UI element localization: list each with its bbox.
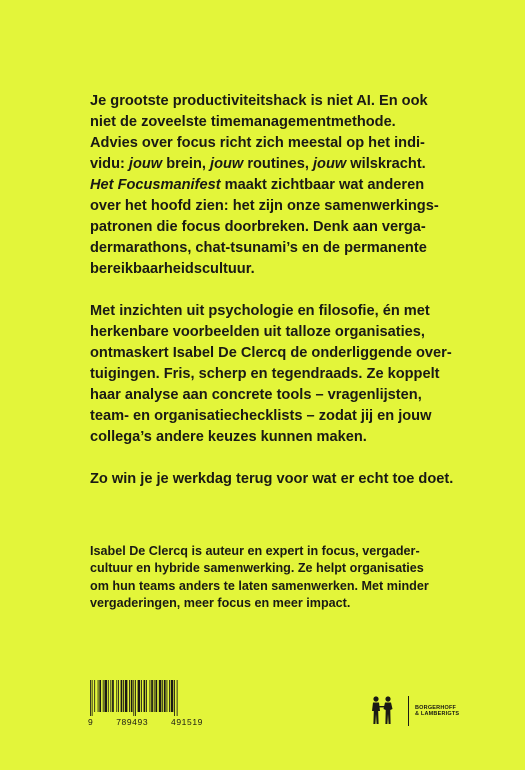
barcode-bar xyxy=(133,680,134,716)
blurb-tagline xyxy=(90,469,500,490)
emphasis-text: jouw xyxy=(210,156,244,172)
text-run: Advies over focus richt zich meestal op het indi- xyxy=(90,135,425,151)
blurb-line xyxy=(90,154,500,175)
bio-line: vergaderingen, meer focus en meer impact. xyxy=(90,596,351,611)
blurb-line xyxy=(90,133,500,154)
barcode-bar xyxy=(99,680,101,712)
barcode-bar xyxy=(151,680,153,712)
text-run: maakt zichtbaar wat anderen xyxy=(220,177,425,193)
emphasis-text: jouw xyxy=(128,156,163,172)
barcode-bar xyxy=(116,680,117,712)
blurb-line: collega’s andere keuzes kunnen maken. xyxy=(90,429,367,445)
barcode-bar xyxy=(138,680,141,712)
isbn-digit-group-1: 9 xyxy=(88,717,94,727)
two-figures-icon xyxy=(366,694,400,728)
blurb-line xyxy=(90,217,500,238)
blurb-line xyxy=(90,196,500,217)
text-run: niet de zoveelste timemanagementmethode. xyxy=(90,114,396,130)
blurb-line: herkenbare voorbeelden uit talloze organisaties, xyxy=(90,324,425,340)
publisher-logo xyxy=(366,694,459,728)
barcode-bar xyxy=(164,680,166,712)
barcode-bar xyxy=(167,680,168,712)
barcode-bar xyxy=(174,680,175,716)
blurb-line: ontmaskert Isabel De Clercq de onderliggende over- xyxy=(90,345,452,361)
barcode-bar xyxy=(150,680,151,712)
text-run: dermarathons, chat-tsunami’s en de permanente xyxy=(90,240,427,256)
blurb-paragraph-1 xyxy=(90,91,500,280)
publisher-name-line-2: & LAMBERIGTS xyxy=(415,711,460,717)
blurb-line: Met inzichten uit psychologie en filosofie, én met xyxy=(90,303,430,319)
barcode-bar xyxy=(169,680,170,712)
barcode-bar xyxy=(123,680,124,712)
bio-line: cultuur en hybride samenwerking. Ze helpt organisaties xyxy=(90,561,424,576)
barcode-bar xyxy=(177,680,178,716)
publisher-name-line-1: BORGERHOFF xyxy=(415,704,457,711)
barcode-bar xyxy=(112,680,114,712)
text-run: over het hoofd zien: het zijn onze samenwerkings- xyxy=(90,198,439,214)
blurb-line: tuigingen. Fris, scherp en tegendraads. Ze koppelt xyxy=(90,366,440,382)
barcode-bar xyxy=(131,680,133,712)
barcode-bar xyxy=(118,680,119,712)
barcode-bar xyxy=(103,680,104,712)
barcode-bar xyxy=(108,680,109,712)
emphasis-text: Het Focusmanifest xyxy=(90,177,221,193)
barcode-bar xyxy=(155,680,157,712)
tagline-text: Zo win je je werkdag terug voor wat er echt toe doet. xyxy=(90,471,454,487)
barcode-bar xyxy=(162,680,163,712)
author-bio xyxy=(90,543,500,613)
barcode-bar xyxy=(94,680,95,712)
blurb-line xyxy=(90,259,500,280)
text-run: routines, xyxy=(243,156,313,172)
barcode-bar xyxy=(146,680,147,712)
isbn-digits xyxy=(88,717,203,727)
blurb-line: haar analyse aan concrete tools – vragenlijsten, xyxy=(90,387,422,403)
blurb-paragraph-2 xyxy=(90,301,500,448)
barcode-bar xyxy=(104,680,107,712)
blurb-line xyxy=(90,238,500,259)
text-run: patronen die focus doorbreken. Denk aan verga- xyxy=(90,219,426,235)
isbn-digit-group-2: 789493 xyxy=(116,717,149,727)
emphasis-text: jouw xyxy=(313,156,347,172)
text-run: bereikbaarheidscultuur. xyxy=(90,261,255,277)
barcode-bar xyxy=(135,680,136,716)
barcode-bar xyxy=(171,680,174,712)
text-run: brein, xyxy=(162,156,211,172)
blurb-line xyxy=(90,175,500,196)
publisher-divider xyxy=(408,696,409,726)
barcode-bar xyxy=(154,680,155,712)
blurb-line: team- en organisatiechecklists – zodat jij en jouw xyxy=(90,408,432,424)
barcode-bar xyxy=(159,680,162,712)
isbn-digit-group-3: 491519 xyxy=(171,717,203,727)
barcode-bar xyxy=(144,680,146,712)
barcode-bar xyxy=(92,680,93,716)
barcode-bar xyxy=(129,680,130,712)
blurb-line xyxy=(90,112,500,133)
barcode-bar xyxy=(110,680,111,712)
barcode-bar xyxy=(141,680,142,712)
text-run: Je grootste productiviteitshack is niet AI. En ook xyxy=(90,93,428,109)
barcode-bar xyxy=(125,680,128,712)
text-run: vidu: xyxy=(90,156,129,172)
back-cover-blurb xyxy=(90,91,500,490)
blurb-line xyxy=(90,91,500,112)
text-run: wilskracht. xyxy=(346,156,426,172)
bio-line: om hun teams anders te laten samenwerken. Met minder xyxy=(90,578,429,593)
barcode-bars xyxy=(88,680,198,716)
publisher-name xyxy=(415,705,459,718)
barcode-bar xyxy=(98,680,99,712)
barcode-bar xyxy=(90,680,91,716)
bio-line: Isabel De Clercq is auteur en expert in focus, vergader- xyxy=(90,544,420,558)
barcode-bar xyxy=(121,680,123,712)
